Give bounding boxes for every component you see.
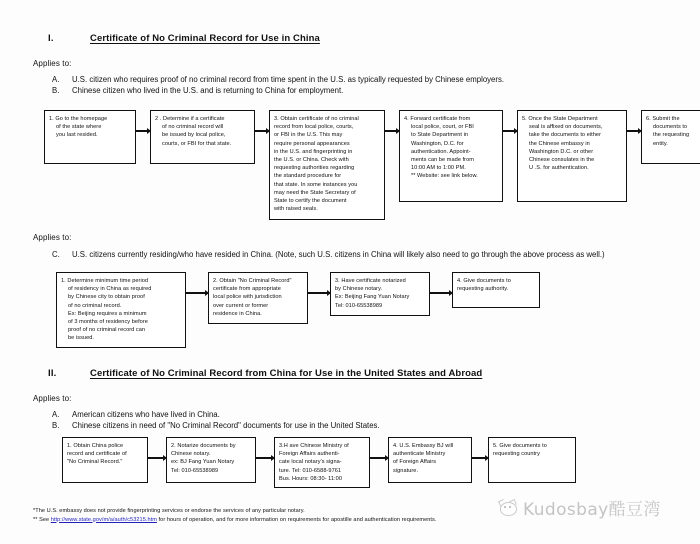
flow-step-line: Chinese consulates in the — [529, 157, 595, 164]
flow-step-box — [274, 437, 370, 488]
flow-step-line: proof of no criminal record can — [68, 327, 146, 334]
flow-step-line: the U.S. or China. Check with — [274, 157, 349, 164]
flow-arrow-icon — [148, 453, 166, 463]
kudosbay-watermark — [497, 495, 661, 520]
list-item-letter: A. — [52, 75, 60, 84]
flow-step-line: that state. In some instances you — [274, 181, 358, 188]
flow-step-line: 5. Once the State Department — [522, 116, 598, 122]
flow-step-line: 6. Submit the — [646, 116, 680, 122]
flow-step-box — [488, 437, 576, 483]
flow-step-line: requesting authority. — [457, 286, 509, 293]
flow-step-box — [517, 110, 627, 202]
flow-arrow-icon — [430, 288, 452, 298]
flow-step-line: the Chinese embassy in — [529, 140, 590, 147]
section-c-applies-list — [52, 249, 605, 260]
flow-step-line: to State Department in — [411, 132, 469, 139]
flow-step-line: Tel: 010-65538989 — [171, 467, 219, 474]
list-item-letter: A. — [52, 410, 60, 419]
flow-step-line: residence in China. — [213, 310, 262, 317]
flow-step-line: require personal appearances — [274, 140, 350, 147]
flow-step-line: of no criminal record. — [68, 302, 122, 309]
flow-step-box — [269, 110, 385, 220]
flow-step-line: 2. Notarize documents by — [171, 443, 236, 449]
flow-step-line: ments can be made from — [411, 157, 474, 164]
section-1-title: Certificate of No Criminal Record for Use in China — [90, 33, 320, 44]
flow-step-line: over current or former — [213, 302, 269, 309]
flow-step-line: State to certify the document — [274, 198, 347, 205]
flow-step-box — [641, 110, 700, 164]
flow-step-line: seal is affixed on documents, — [529, 124, 603, 131]
flow-step-line: entity. — [653, 140, 668, 147]
flow-arrow-icon — [256, 453, 274, 463]
flow-step-line: Chinese notary. — [171, 451, 211, 458]
footnote-1 — [33, 507, 437, 516]
kudosbay-mascot-icon — [497, 499, 518, 516]
flow-step-line: U .S. for authentication. — [529, 165, 589, 172]
flow-step-line: may need the State Secretary of — [274, 189, 356, 196]
flow-arrow-icon — [255, 126, 269, 136]
section-1-applies-label: Applies to: — [33, 59, 72, 68]
flow-step-line: local police, court, or FBI — [411, 124, 474, 131]
section-1-flowchart — [44, 110, 700, 220]
section-2-heading — [48, 368, 482, 379]
flow-step-line: courts, or FBI for that state. — [162, 140, 232, 147]
flow-step-line: documents to — [653, 124, 688, 131]
state-dept-link[interactable]: http://www.state.gov/m/a/auth/c53215.htm — [50, 516, 157, 523]
list-item-text: U.S. citizen who requires proof of no criminal record from time spent in the U.S. as typically requested by Chinese employers. — [72, 75, 505, 84]
flow-step-line: 1. Go to the homepage — [49, 116, 108, 122]
flow-step-line: 3.H ave Chinese Ministry of — [279, 443, 349, 449]
flow-step-line: by Chinese notary. — [335, 286, 383, 293]
list-item — [52, 249, 605, 260]
flow-step-line: ture. Tel: 010-6588-9761 — [279, 467, 342, 474]
flow-step-box — [208, 272, 308, 324]
flow-step-line: of Foreign Affairs — [393, 459, 437, 466]
flow-step-line: with raised seals. — [274, 206, 318, 213]
flow-step-line: 3. Obtain certificate of no criminal — [274, 116, 359, 122]
flow-step-line: the standard procedure for — [274, 173, 342, 180]
flow-step-box — [330, 272, 430, 316]
footnote-2-suffix: for hours of operation, and for more information on requirements for apostille and authentication requirements. — [156, 516, 437, 523]
flow-step-box — [452, 272, 540, 308]
flow-step-line: record and certificate of — [67, 451, 127, 458]
flow-step-line: "No Criminal Record." — [67, 459, 123, 466]
footnote-2-prefix: See — [37, 516, 51, 523]
flow-arrow-icon — [186, 288, 208, 298]
list-item-text: Chinese citizens in need of "No Criminal Record" documents for use in the United States. — [72, 421, 380, 430]
flow-step-line: 4. Forward certificate from — [404, 116, 471, 122]
flow-step-line: take the documents to either — [529, 132, 601, 139]
section-2-applies-label: Applies to: — [33, 394, 72, 403]
flow-step-line: authenticate Ministry — [393, 451, 446, 458]
flow-step-line: 4. Give documents to — [457, 278, 511, 284]
list-item — [52, 74, 504, 85]
flow-step-line: Washington, D.C. for — [411, 140, 464, 147]
section-2-numeral: II. — [48, 368, 57, 379]
flow-step-line: the requesting — [653, 132, 690, 139]
flow-step-line: Washington D.C. or other — [529, 148, 594, 155]
flow-step-line: by Chinese city to obtain proof — [68, 294, 145, 301]
footnote-1-text: The U.S. embassy does not provide fingerprinting services or endorse the services of any particular notary. — [35, 508, 305, 514]
flow-arrow-icon — [627, 126, 641, 136]
list-item — [52, 409, 380, 420]
flow-step-line: 2 . Determine if a certificate — [155, 116, 225, 122]
flow-step-line: Ex: Beijing Fang Yuan Notary — [335, 294, 410, 301]
flow-step-box — [166, 437, 256, 483]
flow-step-line: 5. Give documents to — [493, 443, 547, 449]
flow-step-line: 1. Obtain China police — [67, 443, 124, 449]
list-item-letter: B. — [52, 421, 60, 430]
flow-step-box — [56, 272, 186, 348]
flow-step-line: of residency in China as required — [68, 286, 152, 293]
flow-step-line: Ex: Beijing requires a minimum — [68, 310, 147, 317]
flow-step-line: 3. Have certificate notarized — [335, 278, 406, 284]
flow-step-line: 10:00 AM to 1:00 PM. — [411, 165, 466, 172]
footnote-2 — [33, 516, 437, 525]
flow-step-line: 1. Determine minimum time period — [61, 278, 149, 284]
section-2-title: Certificate of No Criminal Record from China for Use in the United States and Abroad — [90, 368, 483, 379]
section-2-applies-list — [52, 409, 380, 431]
flow-arrow-icon — [503, 126, 517, 136]
flow-step-line: Foreign Affairs authenti- — [279, 451, 340, 458]
flow-step-line: Bus. Hours: 08:30- 11:00 — [279, 475, 342, 482]
list-item-text: Chinese citizen who lived in the U.S. and is returning to China for employment. — [72, 86, 344, 95]
list-item-letter: C. — [52, 250, 60, 259]
footnotes — [33, 507, 437, 524]
flow-step-line: signature. — [393, 467, 419, 474]
footnote-1-marker: * — [33, 508, 36, 514]
flow-step-box — [62, 437, 148, 483]
flow-step-box — [399, 110, 503, 202]
section-c-flowchart — [56, 272, 540, 348]
flow-step-line: 2. Obtain "No Criminal Record" — [213, 278, 292, 284]
flow-step-line: of 3 months of residency before — [68, 319, 148, 326]
flow-step-line: ** Website: see link below. — [411, 173, 478, 180]
flow-arrow-icon — [385, 126, 399, 136]
list-item — [52, 420, 380, 431]
flow-step-line: or FBI in the U.S. This may — [274, 132, 343, 139]
flow-step-line: ex: BJ Fang Yuan Notary — [171, 459, 235, 466]
flow-step-line: you last resided. — [56, 132, 98, 139]
flow-step-line: requesting authorities regarding — [274, 165, 355, 172]
flow-step-line: in the U.S. and fingerprinting in — [274, 148, 353, 155]
flow-step-line: of the state where — [56, 124, 102, 131]
flow-step-line: requesting country — [493, 451, 540, 458]
flow-step-box — [388, 437, 472, 483]
flow-step-line: certificate from appropriate — [213, 286, 281, 293]
section-2-flowchart — [62, 437, 576, 488]
footnote-2-marker: ** — [33, 516, 38, 523]
flow-step-line: Tel: 010-65538989 — [335, 302, 383, 309]
section-c-applies-label: Applies to: — [33, 233, 72, 242]
flow-arrow-icon — [370, 453, 388, 463]
list-item — [52, 85, 504, 96]
flow-arrow-icon — [472, 453, 488, 463]
section-1-heading — [48, 33, 320, 44]
flow-step-line: cate local notary's signa- — [279, 459, 342, 466]
flow-step-line: of no criminal record will — [162, 124, 224, 131]
list-item-text: U.S. citizens currently residing/who have resided in China. (Note, such U.S. citizens in China will likely also need to go through the above process as well.) — [72, 250, 605, 259]
flow-step-line: record from local police, courts, — [274, 124, 354, 131]
flow-step-line: be issued by local police, — [162, 132, 226, 139]
flow-step-line: authentication. Appoint- — [411, 148, 471, 155]
list-item-letter: B. — [52, 86, 60, 95]
section-1-applies-list — [52, 74, 504, 96]
flow-arrow-icon — [136, 126, 150, 136]
section-1-numeral: I. — [48, 33, 54, 44]
list-item-text: American citizens who have lived in China. — [72, 410, 220, 419]
flow-step-line: 4. U.S. Embassy BJ will — [393, 443, 454, 449]
flow-arrow-icon — [308, 288, 330, 298]
flow-step-box — [150, 110, 255, 164]
flow-step-line: local police with jurisdiction — [213, 294, 282, 301]
flow-step-line: be issued. — [68, 335, 94, 342]
flow-step-box — [44, 110, 136, 164]
watermark-text: Kudosbay酷豆湾 — [523, 500, 661, 520]
